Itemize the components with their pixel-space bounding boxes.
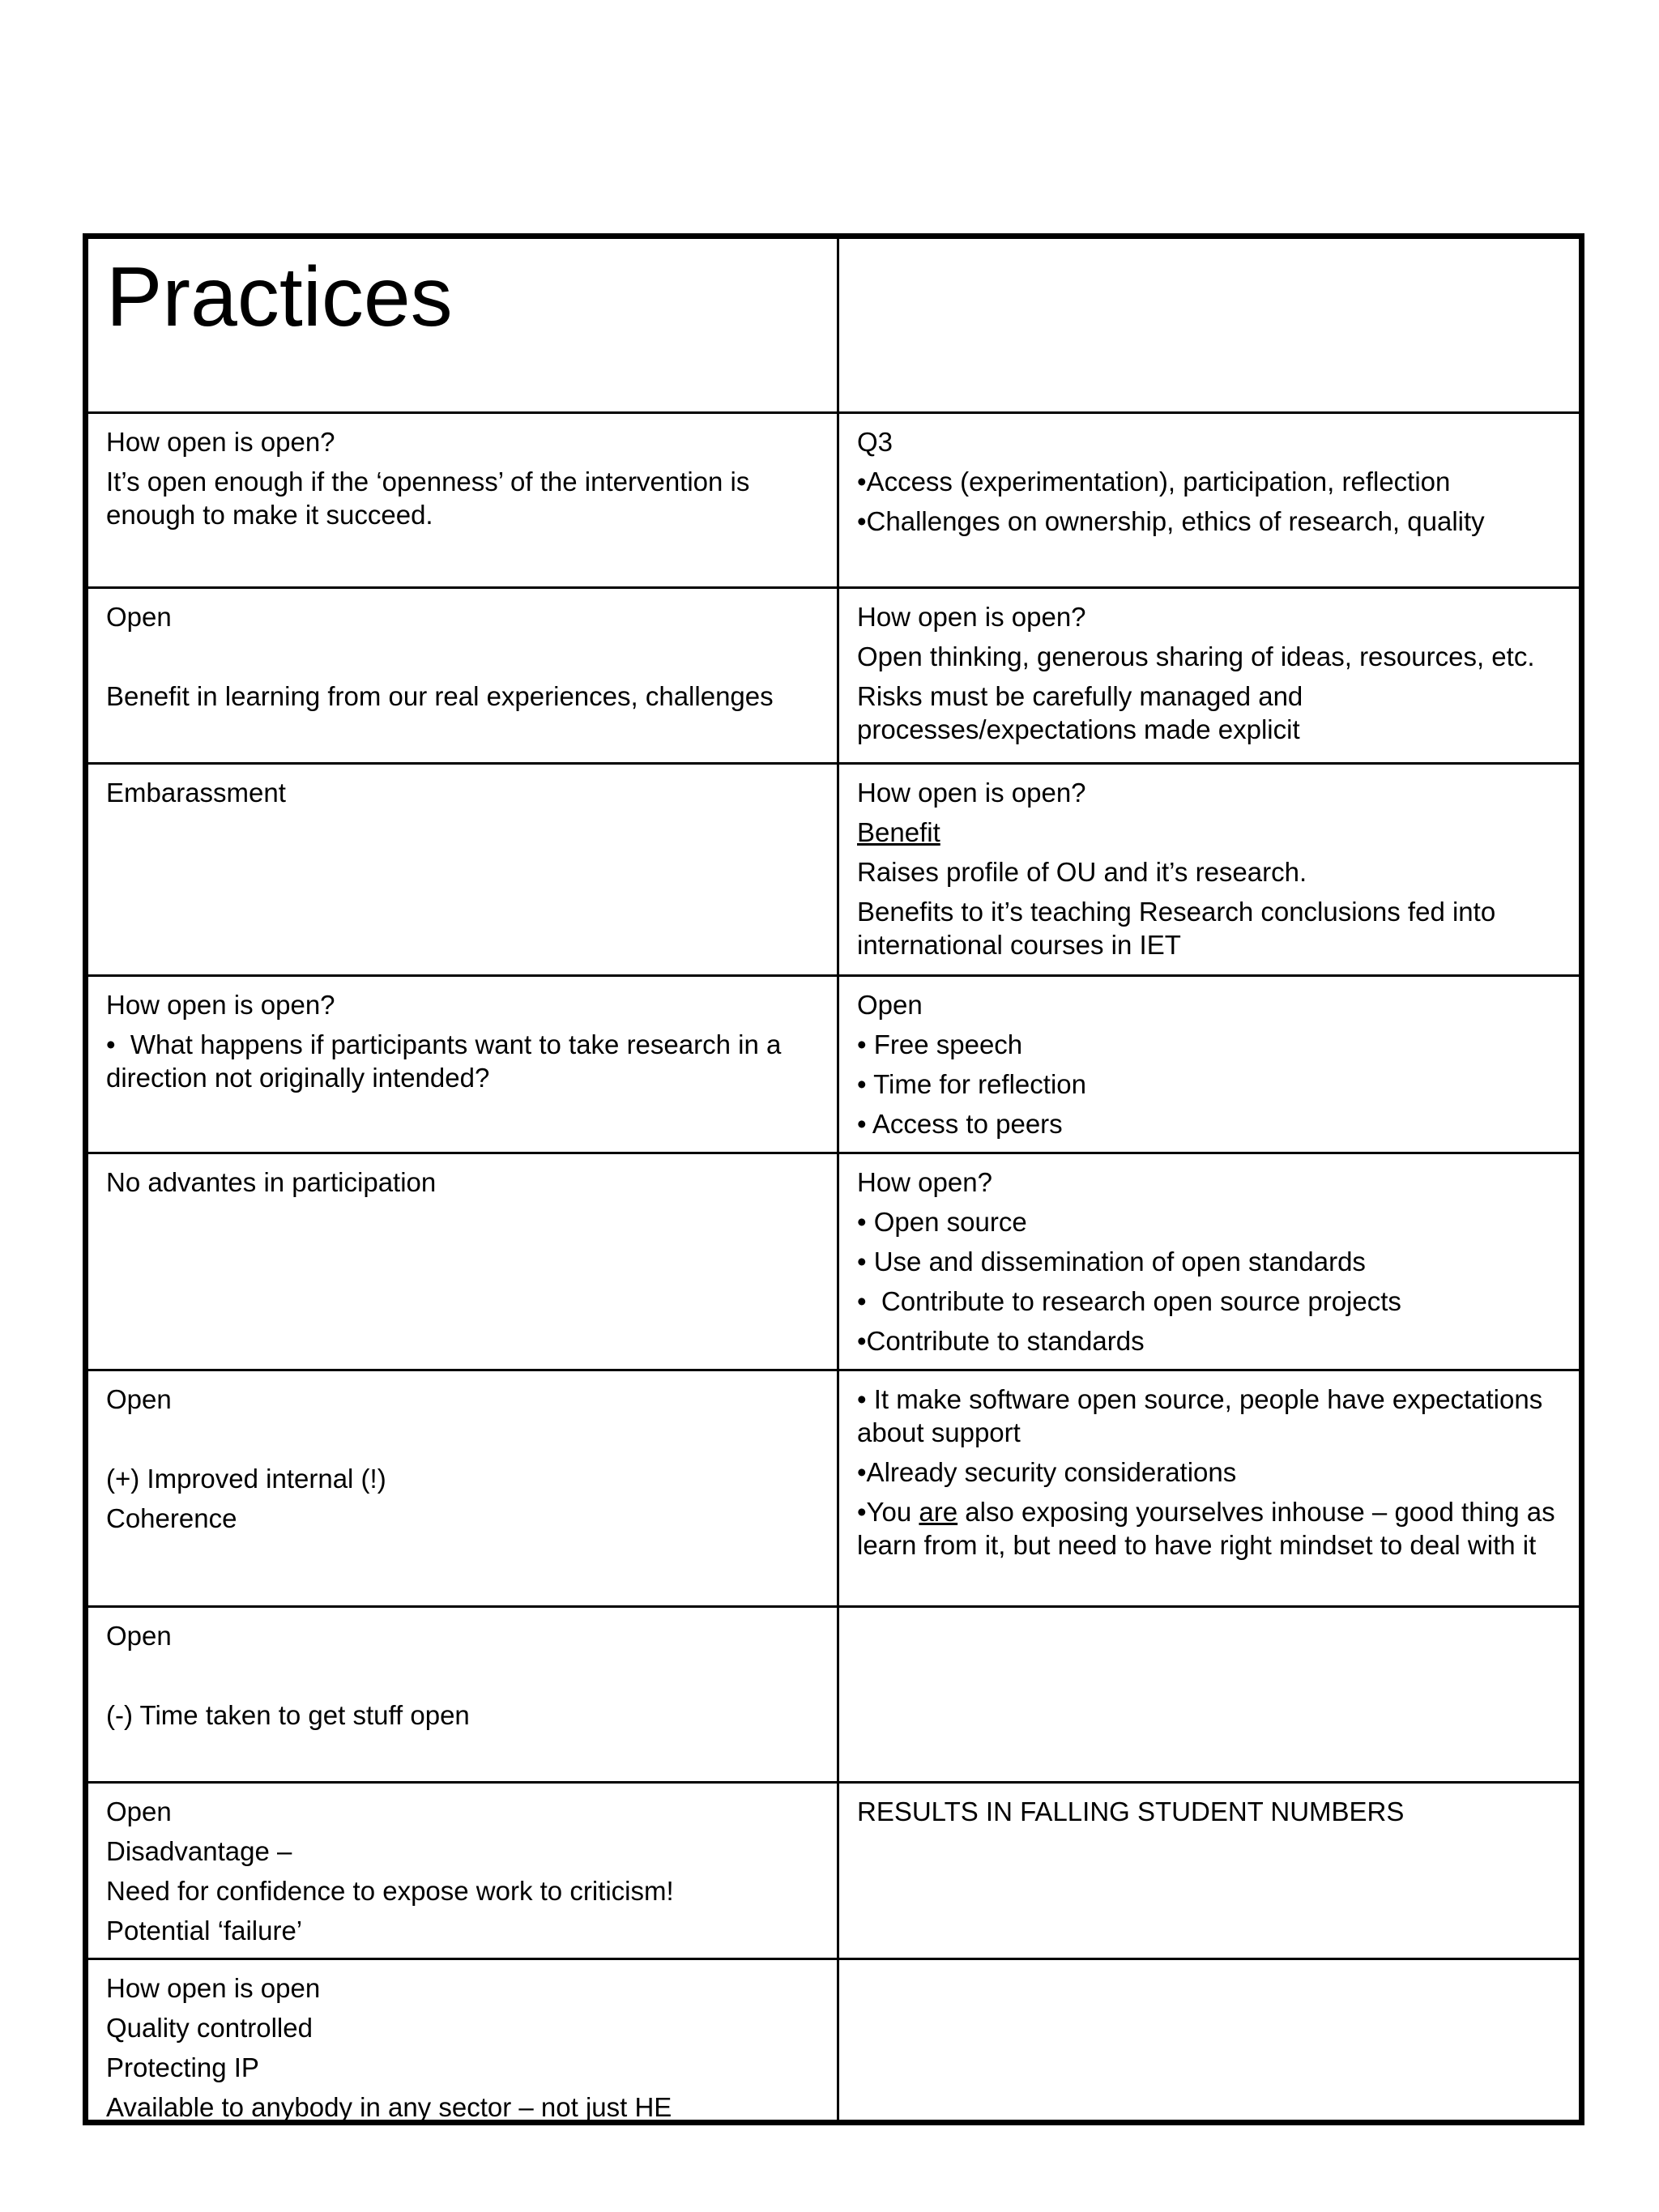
cell-line: •Challenges on ownership, ethics of research, quality <box>857 506 1485 536</box>
row-7-left-cell <box>88 1608 839 1781</box>
table-row <box>88 1154 1579 1371</box>
header-right-cell <box>839 239 1584 411</box>
cell-line: • It make software open source, people have expectations about support <box>857 1384 1550 1447</box>
cell-line: Quality controlled <box>106 2013 313 2043</box>
table-row <box>88 977 1579 1154</box>
cell-line: How open is open? <box>857 778 1086 808</box>
emphasis-word: are <box>919 1497 958 1527</box>
table-row <box>88 414 1579 589</box>
row-1-right-cell <box>839 414 1584 586</box>
row-8-right-cell <box>839 1784 1584 1958</box>
cell-line: • Open source <box>857 1207 1027 1237</box>
row-5-left-cell <box>88 1154 839 1369</box>
row-2-right-cell <box>839 589 1584 762</box>
row-3-left-cell <box>88 765 839 974</box>
cell-line: • Access to peers <box>857 1109 1063 1139</box>
row-6-left-cell <box>88 1371 839 1605</box>
row-9-right-cell <box>839 1960 1584 2125</box>
cell-line: Protecting IP <box>106 2052 259 2082</box>
row-7-right-cell <box>839 1608 1584 1781</box>
practices-table <box>83 233 1584 2125</box>
cell-spacer <box>106 1659 819 1692</box>
row-8-left-cell <box>88 1784 839 1958</box>
cell-line: •Access (experimentation), participation, reflection <box>857 467 1451 497</box>
cell-spacer <box>106 640 819 673</box>
cell-line: Open <box>106 1796 172 1826</box>
cell-spacer <box>106 1422 819 1455</box>
cell-line: No advantes in participation <box>106 1167 437 1197</box>
cell-line: • Use and dissemination of open standards <box>857 1247 1366 1276</box>
page-title: Practices <box>88 239 839 411</box>
cell-line: Benefit in learning from our real experiences, challenges <box>106 681 774 711</box>
row-2-left-cell <box>88 589 839 762</box>
cell-line: Open <box>857 990 923 1020</box>
cell-line: Raises profile of OU and it’s research. <box>857 857 1307 887</box>
row-9-left-cell <box>88 1960 839 2125</box>
cell-line: RESULTS IN FALLING STUDENT NUMBERS <box>857 1796 1405 1826</box>
row-1-left-cell <box>88 414 839 586</box>
cell-line: Available to anybody in any sector – not just HE <box>106 2092 672 2122</box>
cell-line: Open thinking, generous sharing of ideas, resources, etc. <box>857 641 1535 671</box>
table-row <box>88 589 1579 765</box>
cell-line: How open is open <box>106 1973 321 2003</box>
cell-line: •Contribute to standards <box>857 1326 1145 1356</box>
row-6-right-cell <box>839 1371 1584 1605</box>
cell-line: It’s open enough if the ‘openness’ of the intervention is enough to make it succeed. <box>106 467 757 530</box>
cell-line: Open <box>106 602 172 632</box>
cell-line: •You are also exposing yourselves inhouse – good thing as learn from it, but need to have right mindset to deal with it <box>857 1497 1563 1560</box>
benefit-heading: Benefit <box>857 817 940 847</box>
cell-line: Q3 <box>857 427 893 457</box>
row-4-left-cell <box>88 977 839 1152</box>
row-5-right-cell <box>839 1154 1584 1369</box>
table-row <box>88 1371 1579 1608</box>
cell-line: How open is open? <box>106 990 335 1020</box>
cell-line: Risks must be carefully managed and processes/expectations made explicit <box>857 681 1311 744</box>
table-row <box>88 1608 1579 1784</box>
table-row <box>88 1960 1579 2125</box>
cell-line: Open <box>106 1384 172 1414</box>
cell-line: Potential ‘failure’ <box>106 1916 303 1946</box>
header-row <box>88 239 1579 414</box>
cell-line: •Already security considerations <box>857 1457 1237 1487</box>
cell-line: • Free speech <box>857 1029 1023 1059</box>
table-row <box>88 1784 1579 1960</box>
cell-line: How open is open? <box>857 602 1086 632</box>
cell-line: • Time for reflection <box>857 1069 1086 1099</box>
cell-line: How open? <box>857 1167 992 1197</box>
cell-line: How open is open? <box>106 427 335 457</box>
cell-line: Open <box>106 1621 172 1651</box>
cell-line: (+) Improved internal (!) <box>106 1464 386 1494</box>
table-row <box>88 765 1579 977</box>
cell-line: Embarassment <box>106 778 286 808</box>
cell-line: • Contribute to research open source projects <box>857 1286 1401 1316</box>
row-4-right-cell <box>839 977 1584 1152</box>
row-3-right-cell <box>839 765 1584 974</box>
cell-line: Benefits to it’s teaching Research conclusions fed into international courses in IET <box>857 897 1503 960</box>
cell-line: Need for confidence to expose work to criticism! <box>106 1876 674 1906</box>
cell-line: Coherence <box>106 1503 237 1533</box>
cell-line: • What happens if participants want to take research in a direction not originally intended? <box>106 1029 789 1093</box>
cell-line: Disadvantage – <box>106 1836 292 1866</box>
cell-line: (-) Time taken to get stuff open <box>106 1700 470 1730</box>
